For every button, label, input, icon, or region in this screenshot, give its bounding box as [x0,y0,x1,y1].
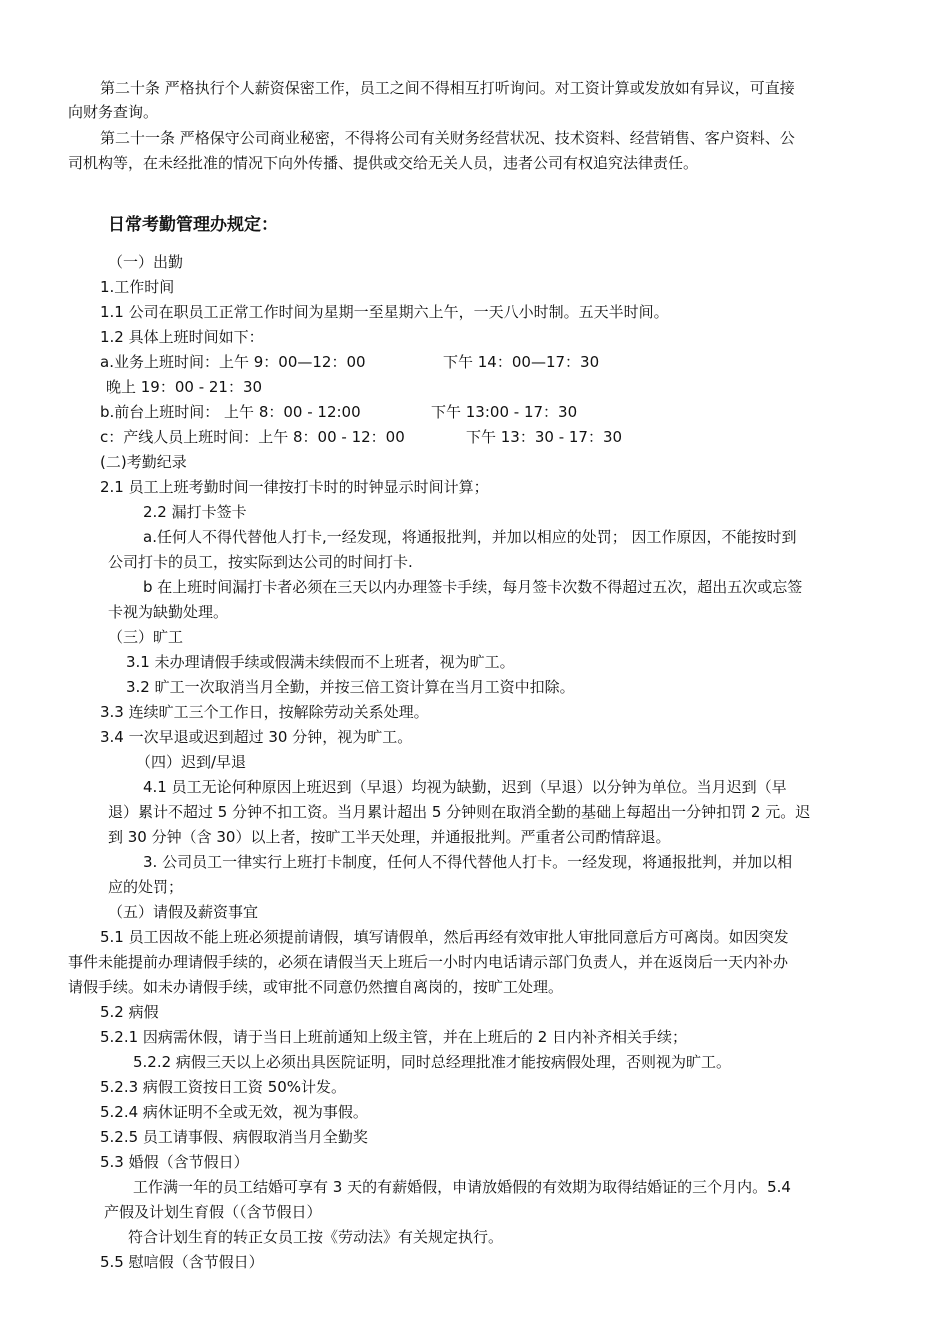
item-5-1-line-1: 5.1 员工因故不能上班必须提前请假，填写请假单，然后再经有效审批人审批同意后方可离岗。如因突发 [100,928,789,946]
item-3-1: 3.1 未办理请假手续或假满未续假而不上班者，视为旷工。 [126,653,515,671]
item-2-2: 2.2 漏打卡签卡 [143,503,247,521]
schedule-c-afternoon: 下午 13：30 - 17：30 [466,428,623,446]
schedule-b-morning: b.前台上班时间： 上午 8：00 - 12:00 [100,403,361,421]
item-3-4: 3.4 一次早退或迟到超过 30 分钟，视为旷工。 [100,728,413,746]
item-1-1: 1.1 公司在职员工正常工作时间为星期一至星期六上午，一天八小时制。五天半时间。 [100,303,669,321]
item-late-3-line-1: 3. 公司员工一律实行上班打卡制度，任何人不得代替他人打卡。一经发现，将通报批判，并加以相 [143,853,793,871]
article-21-line-2: 司机构等，在未经批准的情况下向外传播、提供或交给无关人员，违者公司有权追究法律责任。 [68,154,699,172]
schedule-c-morning: c：产线人员上班时间：上午 8：00 - 12：00 [100,428,405,446]
item-5-5: 5.5 慰唁假（含节假日） [100,1253,264,1271]
schedule-a-evening: 晚上 19：00 - 21：30 [106,378,263,396]
item-3-2: 3.2 旷工一次取消当月全勤，并按三倍工资计算在当月工资中扣除。 [126,678,575,696]
schedule-a-afternoon: 下午 14：00—17：30 [443,353,600,371]
item-3-3: 3.3 连续旷工三个工作日，按解除劳动关系处理。 [100,703,429,721]
article-20-line-2: 向财务查询。 [68,103,159,121]
item-4-1-line-2: 退）累计不超过 5 分钟不扣工资。当月累计超出 5 分钟则在取消全勤的基础上每超出一分钟扣罚 2 元。迟 [108,803,811,821]
item-5-2: 5.2 病假 [100,1003,159,1021]
work-time-label: 1.工作时间 [100,278,175,296]
item-5-1-line-3: 请假手续。如未办请假手续，或审批不同意仍然擅自离岗的，按旷工处理。 [68,978,564,996]
item-5-1-line-2: 事件未能提前办理请假手续的，必须在请假当天上班后一小时内电话请示部门负责人，并在返岗后一天内补办 [68,953,789,971]
item-5-4-body: 符合计划生育的转正女员工按《劳动法》有关规定执行。 [128,1228,504,1246]
item-5-2-2: 5.2.2 病假三天以上必须出具医院证明，同时总经理批准才能按病假处理，否则视为旷工。 [133,1053,731,1071]
record-title: (二)考勤纪录 [100,453,187,471]
item-4-1-line-3: 到 30 分钟（含 30）以上者，按旷工半天处理，并通报批判。严重者公司酌情辞退。 [108,828,671,846]
leave-title: （五）请假及薪资事宜 [108,903,259,921]
item-5-2-5: 5.2.5 员工请事假、病假取消当月全勤奖 [100,1128,368,1146]
item-2-2-a-line-1: a.任何人不得代替他人打卡,一经发现，将通报批判，并加以相应的处罚； 因工作原因，不能按时到 [143,528,797,546]
item-5-2-3: 5.2.3 病假工资按日工资 50%计发。 [100,1078,347,1096]
item-5-3-line-2: 产假及计划生育假（（含节假日） [104,1203,322,1221]
schedule-b-afternoon: 下午 13:00 - 17：30 [431,403,578,421]
item-1-2: 1.2 具体上班时间如下： [100,328,264,346]
item-2-1: 2.1 员工上班考勤时间一律按打卡时的时钟显示时间计算； [100,478,489,496]
item-5-3-line-1: 工作满一年的员工结婚可享有 3 天的有薪婚假，申请放婚假的有效期为取得结婚证的三个月内。5.4 [133,1178,791,1196]
article-20-line-1: 第二十条 严格执行个人薪资保密工作，员工之间不得相互打听询问。对工资计算或发放如有异议，可直接 [100,79,795,97]
section-heading: 日常考勤管理办规定： [108,215,278,235]
schedule-a-morning: a.业务上班时间：上午 9：00—12：00 [100,353,366,371]
article-21-line-1: 第二十一条 严格保守公司商业秘密，不得将公司有关财务经营状况、技术资料、经营销售、客户资料、公 [100,129,795,147]
item-5-3: 5.3 婚假（含节假日） [100,1153,249,1171]
attendance-title: （一）出勤 [108,253,184,271]
item-4-1-line-1: 4.1 员工无论何种原因上班迟到（早退）均视为缺勤，迟到（早退）以分钟为单位。当月迟到（早 [143,778,787,796]
item-2-2-b-line-1: b 在上班时间漏打卡者必须在三天以内办理签卡手续，每月签卡次数不得超过五次，超出五次或忘签 [143,578,803,596]
item-5-2-4: 5.2.4 病休证明不全或无效，视为事假。 [100,1103,368,1121]
item-5-2-1: 5.2.1 因病需休假，请于当日上班前通知上级主管，并在上班后的 2 日内补齐相关手续； [100,1028,688,1046]
item-late-3-line-2: 应的处罚； [108,878,184,896]
item-2-2-b-line-2: 卡视为缺勤处理。 [108,603,229,621]
item-2-2-a-line-2: 公司打卡的员工，按实际到达公司的时间打卡. [108,553,413,571]
late-title: （四）迟到/早退 [136,753,247,771]
absence-title: （三）旷工 [108,628,184,646]
